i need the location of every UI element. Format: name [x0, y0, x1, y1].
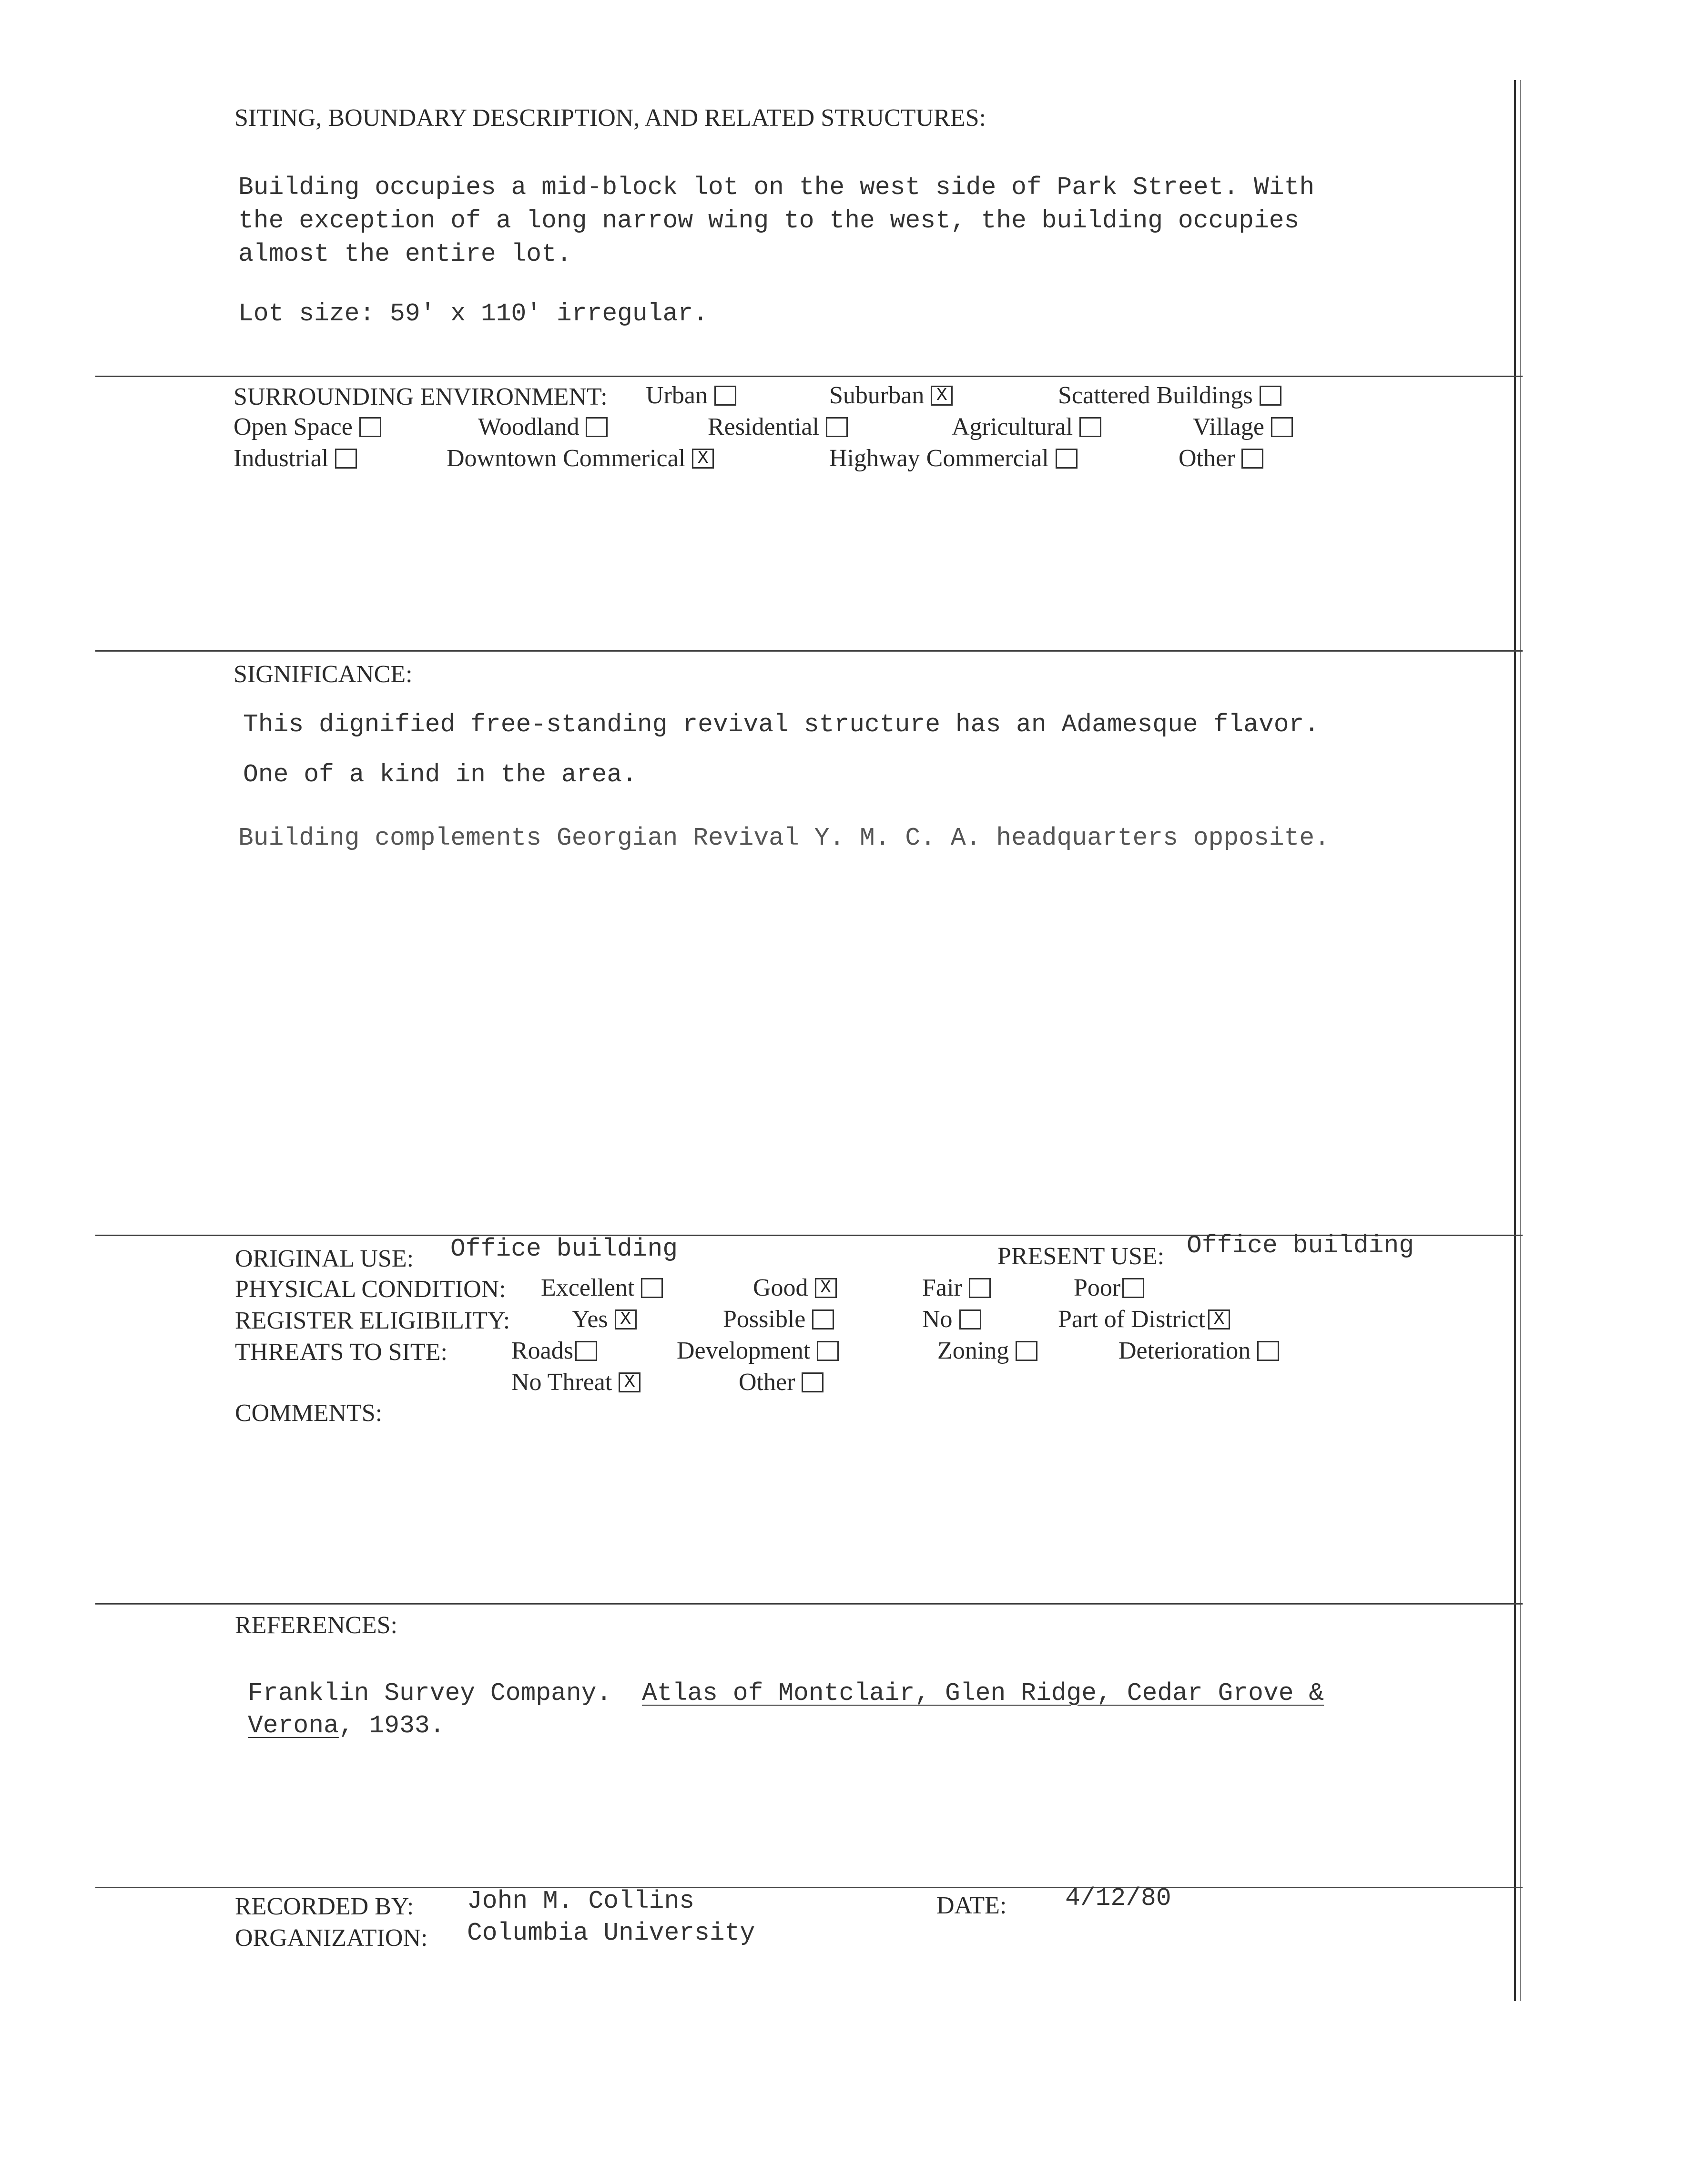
env-open-space-checkbox[interactable]	[359, 417, 381, 437]
reference-title-part2: Verona	[248, 1711, 339, 1740]
reg-no-option[interactable]	[922, 1305, 981, 1333]
threat-deterioration-label: Deterioration	[1118, 1337, 1251, 1364]
siting-line-3: almost the entire lot.	[238, 240, 572, 268]
reference-author: Franklin Survey Company.	[248, 1679, 612, 1708]
env-downtown-option[interactable]	[447, 444, 714, 472]
env-scattered-checkbox[interactable]	[1260, 386, 1281, 406]
env-scattered-option[interactable]	[1058, 381, 1281, 409]
env-residential-option[interactable]	[708, 413, 848, 441]
original-use-label: ORIGINAL USE:	[235, 1245, 414, 1272]
reg-yes-checkbox[interactable]	[615, 1309, 637, 1330]
reg-no-checkbox[interactable]	[959, 1309, 981, 1330]
cond-good-option[interactable]	[753, 1274, 837, 1302]
reference-entry	[248, 1677, 1324, 1742]
threats-label: THREATS TO SITE:	[235, 1339, 447, 1366]
reg-possible-option[interactable]	[723, 1305, 834, 1333]
env-downtown-checkbox[interactable]	[692, 449, 714, 469]
env-industrial-label: Industrial	[234, 445, 329, 472]
cond-good-checkbox[interactable]	[815, 1278, 837, 1298]
env-agricultural-option[interactable]	[952, 413, 1101, 441]
env-woodland-label: Woodland	[478, 413, 580, 440]
env-village-option[interactable]	[1193, 413, 1293, 441]
lot-size: Lot size: 59' x 110' irregular.	[238, 299, 708, 328]
present-use-label: PRESENT USE:	[997, 1243, 1165, 1270]
threat-no-threat-option[interactable]	[511, 1368, 640, 1396]
threat-roads-option[interactable]	[511, 1337, 597, 1365]
right-border-line-inner	[1520, 80, 1521, 2001]
env-highway-option[interactable]	[829, 444, 1078, 472]
date-label: DATE:	[936, 1892, 1007, 1919]
reg-possible-checkbox[interactable]	[812, 1309, 834, 1330]
threat-development-option[interactable]	[677, 1337, 839, 1365]
env-suburban-option[interactable]	[829, 381, 953, 409]
present-use-value: Office building	[1187, 1231, 1414, 1260]
cond-fair-label: Fair	[922, 1274, 962, 1301]
env-urban-checkbox[interactable]	[714, 386, 736, 406]
reference-year: , 1933.	[338, 1711, 445, 1740]
env-village-label: Village	[1193, 413, 1264, 440]
environment-heading: SURROUNDING ENVIRONMENT:	[234, 383, 608, 410]
reg-district-label: Part of District	[1058, 1306, 1206, 1333]
env-open-space-label: Open Space	[234, 413, 353, 440]
significance-line-1: This dignified free-standing revival structure has an Adamesque flavor.	[243, 710, 1320, 739]
organization-label: ORGANIZATION:	[235, 1924, 428, 1952]
env-open-space-option[interactable]	[234, 413, 381, 441]
threat-zoning-option[interactable]	[937, 1337, 1037, 1365]
threat-no-threat-checkbox[interactable]	[619, 1372, 640, 1392]
env-agricultural-checkbox[interactable]	[1079, 417, 1101, 437]
threat-development-label: Development	[677, 1337, 811, 1364]
comments-label: COMMENTS:	[235, 1400, 383, 1427]
siting-line-2: the exception of a long narrow wing to the west, the building occupies	[238, 206, 1300, 235]
section-divider	[95, 1603, 1523, 1605]
reg-district-option[interactable]	[1058, 1305, 1230, 1333]
section-divider	[95, 650, 1523, 652]
threat-roads-label: Roads	[511, 1337, 573, 1364]
env-scattered-label: Scattered Buildings	[1058, 382, 1253, 409]
siting-line-1: Building occupies a mid-block lot on the west side of Park Street. With	[238, 173, 1315, 202]
threat-development-checkbox[interactable]	[817, 1341, 839, 1361]
cond-poor-label: Poor	[1074, 1274, 1121, 1301]
env-urban-option[interactable]	[646, 381, 736, 409]
cond-excellent-label: Excellent	[541, 1274, 635, 1301]
reg-no-label: No	[922, 1306, 953, 1333]
register-eligibility-label: REGISTER ELIGIBILITY:	[235, 1307, 510, 1334]
reference-title-part1: Atlas of Montclair, Glen Ridge, Cedar Grove &	[641, 1679, 1324, 1708]
threat-zoning-label: Zoning	[937, 1337, 1009, 1364]
env-highway-label: Highway Commercial	[829, 445, 1049, 472]
env-other-checkbox[interactable]	[1241, 449, 1263, 469]
env-woodland-option[interactable]	[478, 413, 608, 441]
reference-line-1	[248, 1677, 1324, 1709]
reg-yes-label: Yes	[572, 1306, 608, 1333]
section-divider	[95, 376, 1523, 377]
env-residential-label: Residential	[708, 413, 819, 440]
env-industrial-option[interactable]	[234, 444, 357, 472]
env-other-option[interactable]	[1179, 444, 1263, 472]
section-divider	[95, 1887, 1523, 1888]
threat-no-threat-label: No Threat	[511, 1369, 612, 1396]
threat-other-checkbox[interactable]	[802, 1372, 824, 1392]
cond-excellent-checkbox[interactable]	[641, 1278, 663, 1298]
siting-heading: SITING, BOUNDARY DESCRIPTION, AND RELATED STRUCTURES:	[234, 104, 986, 132]
env-industrial-checkbox[interactable]	[335, 449, 357, 469]
cond-fair-option[interactable]	[922, 1274, 991, 1302]
threat-zoning-checkbox[interactable]	[1016, 1341, 1037, 1361]
env-agricultural-label: Agricultural	[952, 413, 1073, 440]
recorded-by-label: RECORDED BY:	[235, 1893, 414, 1920]
cond-excellent-option[interactable]	[541, 1274, 663, 1302]
significance-line-3: Building complements Georgian Revival Y. M. C. A. headquarters opposite.	[238, 824, 1330, 852]
threat-deterioration-option[interactable]	[1118, 1337, 1279, 1365]
env-highway-checkbox[interactable]	[1056, 449, 1078, 469]
env-suburban-checkbox[interactable]	[931, 386, 953, 406]
siting-description	[238, 171, 1314, 271]
cond-fair-checkbox[interactable]	[969, 1278, 991, 1298]
env-suburban-label: Suburban	[829, 382, 925, 409]
env-residential-checkbox[interactable]	[826, 417, 848, 437]
cond-poor-option[interactable]	[1074, 1274, 1144, 1302]
reg-possible-label: Possible	[723, 1306, 806, 1333]
date-value: 4/12/80	[1065, 1884, 1171, 1913]
reg-yes-option[interactable]	[572, 1305, 637, 1333]
env-downtown-label: Downtown Commerical	[447, 445, 686, 472]
env-village-checkbox[interactable]	[1271, 417, 1293, 437]
threat-other-option[interactable]	[739, 1368, 824, 1396]
threat-roads-checkbox[interactable]	[575, 1341, 597, 1361]
significance-heading: SIGNIFICANCE:	[234, 661, 413, 688]
env-other-label: Other	[1179, 445, 1235, 472]
cond-poor-checkbox[interactable]	[1122, 1278, 1144, 1298]
env-urban-label: Urban	[646, 382, 708, 409]
reference-line-2	[248, 1709, 1324, 1742]
recorded-by-value: John M. Collins	[467, 1887, 695, 1915]
references-heading: REFERENCES:	[235, 1612, 397, 1639]
reg-district-checkbox[interactable]	[1208, 1309, 1230, 1330]
threat-other-label: Other	[739, 1369, 795, 1396]
original-use-value: Office building	[450, 1235, 678, 1263]
cond-good-label: Good	[753, 1274, 808, 1301]
organization-value: Columbia University	[467, 1919, 755, 1947]
env-woodland-checkbox[interactable]	[586, 417, 608, 437]
significance-line-2: One of a kind in the area.	[243, 760, 637, 789]
right-border-line	[1514, 80, 1516, 2001]
physical-condition-label: PHYSICAL CONDITION:	[235, 1276, 506, 1303]
threat-deterioration-checkbox[interactable]	[1257, 1341, 1279, 1361]
